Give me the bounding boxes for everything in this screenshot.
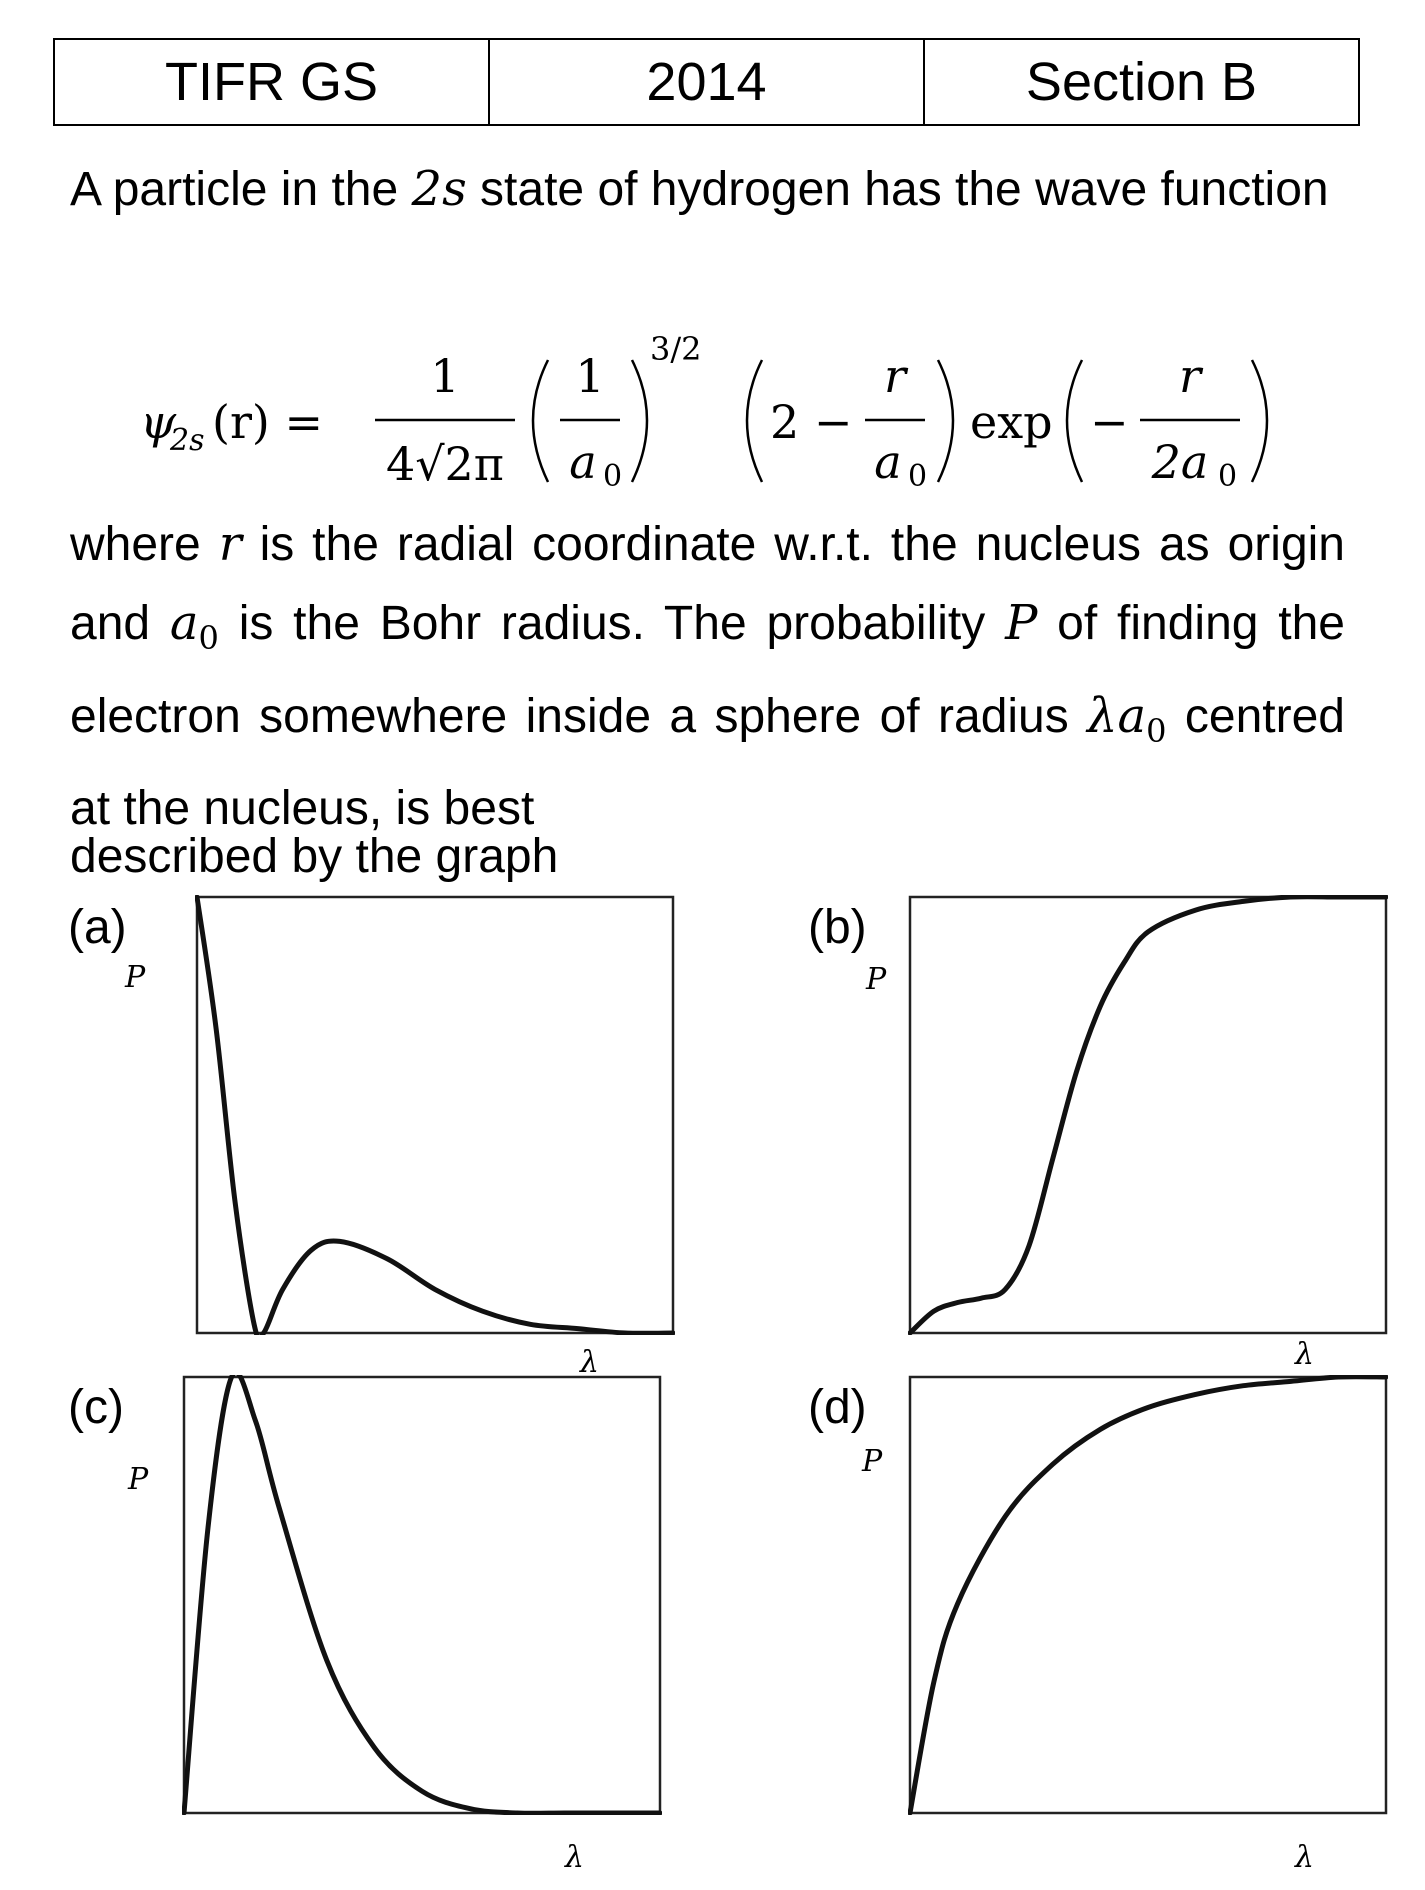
option-c-label[interactable]: (c)	[68, 1381, 124, 1434]
option-b-ylabel: P	[866, 962, 887, 997]
body-text-4: of finding the electron somewhere inside a sphere of radius	[70, 597, 1345, 743]
plot-b-frame	[910, 897, 1386, 1333]
body-lambda: λa	[1087, 688, 1147, 744]
intro-text-2: state of hydrogen has the wave function	[466, 163, 1329, 216]
option-b-label[interactable]: (b)	[808, 901, 867, 954]
option-b-xlabel: λ	[1295, 1337, 1315, 1372]
eq-exponent: 3/2	[650, 330, 702, 368]
option-d-label[interactable]: (d)	[808, 1381, 867, 1434]
eq-lhs-arg: (r) =	[212, 395, 324, 449]
plot-c-curve	[184, 1375, 660, 1813]
eq-frac3-den-sub: 0	[908, 459, 928, 494]
option-d-xlabel: λ	[1295, 1840, 1315, 1875]
eq-paren-l2	[747, 360, 762, 482]
plot-c[interactable]	[182, 1375, 662, 1815]
plot-b-curve	[910, 897, 1386, 1333]
header-section: Section B	[923, 40, 1358, 124]
wave-function-equation	[0, 320, 1425, 520]
body-text-3: is the Bohr radius. The probability	[218, 597, 1006, 650]
option-d-ylabel: P	[862, 1444, 883, 1479]
eq-frac4-den: 2a	[1151, 435, 1209, 489]
header-table	[53, 38, 1360, 126]
eq-frac2-den-sub: 0	[603, 459, 623, 494]
question-intro	[70, 150, 1345, 229]
plot-a-curve	[197, 897, 673, 1335]
body-a0: a	[169, 595, 199, 651]
header-year: 2014	[488, 40, 923, 124]
option-a-ylabel: P	[125, 960, 146, 995]
eq-term-two: 2 −	[770, 395, 853, 449]
body-r: r	[218, 516, 242, 572]
body-text-1: where	[70, 518, 219, 571]
eq-frac2-num: 1	[575, 349, 605, 403]
plot-d[interactable]	[908, 1375, 1388, 1815]
intro-text-1: A particle in the	[70, 163, 412, 216]
eq-frac3-num: r	[884, 349, 906, 403]
plot-d-frame	[910, 1377, 1386, 1813]
question-body	[70, 505, 1345, 848]
plot-c-frame	[184, 1377, 660, 1813]
eq-minus: −	[1090, 395, 1129, 449]
plot-a-frame	[197, 897, 673, 1333]
eq-frac1-num: 1	[430, 349, 460, 403]
eq-paren-r3	[1252, 360, 1267, 482]
eq-paren-r2	[938, 360, 953, 482]
body-text-2: is the radial coordinate w.r.t. the nucleus as origin and	[70, 518, 1345, 650]
plot-a[interactable]	[195, 895, 675, 1335]
question-last-line	[70, 818, 1345, 896]
eq-frac2-den: a	[569, 435, 597, 489]
eq-frac4-num: r	[1179, 349, 1201, 403]
plot-b[interactable]	[908, 895, 1388, 1335]
body-text-5: centred at the nucleus, is best	[70, 690, 1346, 835]
option-a-xlabel: λ	[580, 1345, 600, 1380]
option-c-xlabel: λ	[565, 1840, 585, 1875]
eq-paren-r1	[632, 360, 647, 482]
eq-exp-word: exp	[970, 395, 1053, 449]
plot-d-curve	[910, 1377, 1386, 1813]
eq-frac4-den-sub: 0	[1218, 459, 1238, 494]
eq-frac1-den: 4√2π	[385, 437, 505, 491]
eq-frac3-den: a	[874, 435, 902, 489]
eq-paren-l1	[533, 360, 548, 482]
body-last-line: described by the graph	[70, 830, 559, 883]
eq-psi: ψ	[140, 395, 177, 449]
body-P: P	[1005, 595, 1038, 651]
body-lambda-sub: 0	[1146, 712, 1167, 750]
option-a-label[interactable]: (a)	[68, 901, 127, 954]
body-a0-sub: 0	[198, 619, 219, 657]
option-c-ylabel: P	[128, 1462, 149, 1497]
header-exam: TIFR GS	[165, 52, 378, 112]
eq-paren-l3	[1067, 360, 1082, 482]
eq-psi-sub: 2s	[170, 423, 205, 458]
intro-state: 2s	[411, 161, 467, 217]
